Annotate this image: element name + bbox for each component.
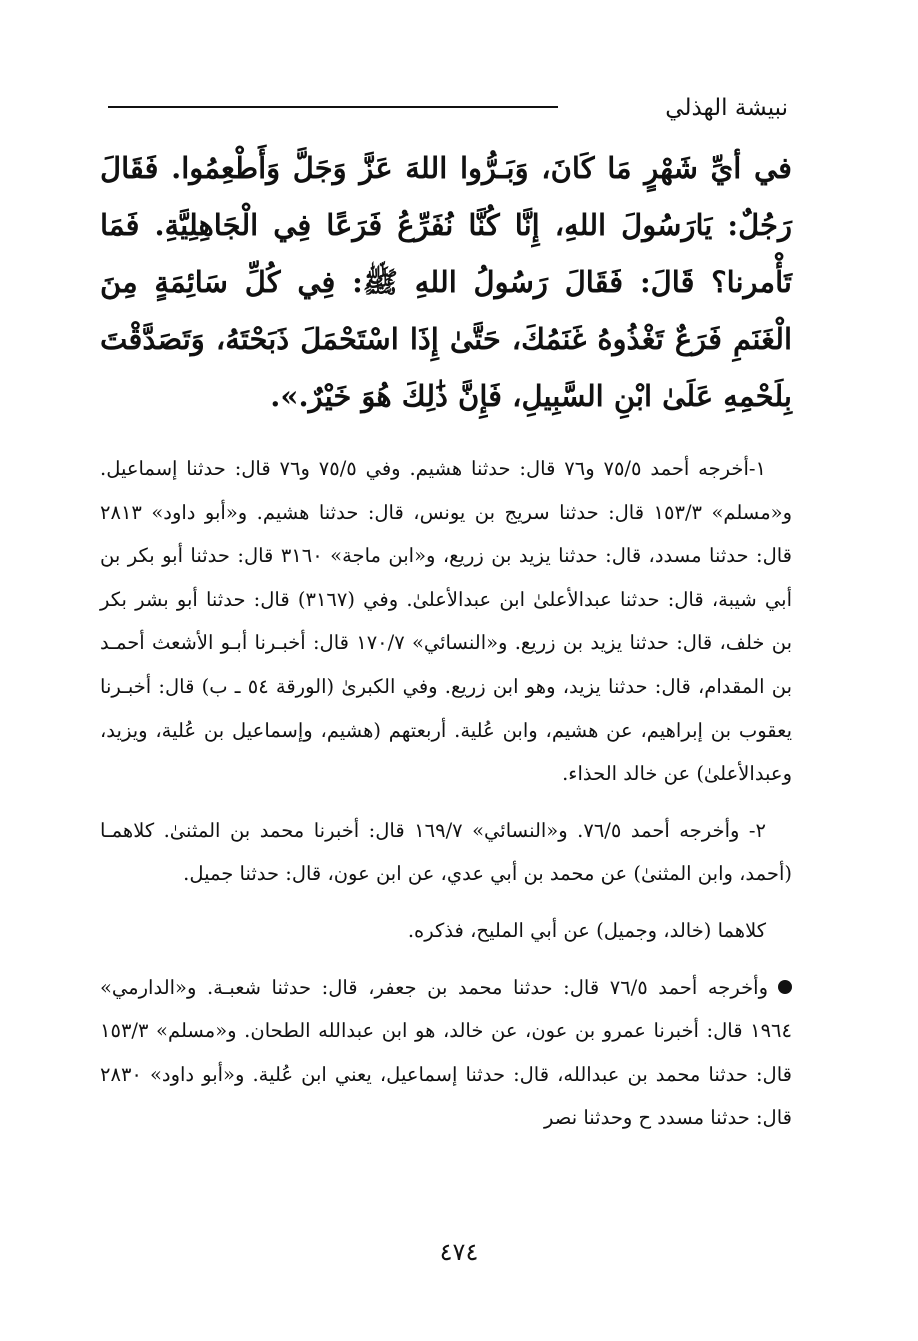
- header-title: نبيشة الهذلي: [665, 95, 788, 121]
- footnote-4: [100, 966, 792, 1140]
- footnote-1: ١-أخرجه أحمد ٧٥/٥ و٧٦ قال: حدثنا هشيم. وفي ٧٥/٥ و٧٦ قال: حدثنا إسماعيل. و«مسلم» ١٥٣/٣ قال: حدثنا سريج بن يونس، قال: حدثنا هشيم. و«أبو داود» ٢٨١٣ قال: حدثنا مسدد، قال: حدثنا يزيد بن زريع، و«ابن ماجة» ٣١٦٠ قال: حدثنا أبو بكر بن أبي شيبة، قال: حدثنا عبدالأعلىٰ ابن عبدالأعلىٰ. وفي (٣١٦٧) قال: حدثنا أبو بشر بكر بن خلف، قال: حدثنا يزيد بن زريع. و«النسائي» ١٧٠/٧ قال: أخبـرنا أبـو الأشعث أحمـد بن المقدام، قال: حدثنا يزيد، وهو ابن زريع. وفي الكبرىٰ (الورقة ٥٤ ـ ب) قال: أخبـرنا يعقوب بن إبراهيم، عن هشيم، وابن عُلية. أربعتهم (هشيم، وإسماعيل بن عُلية، ويزيد، وعبدالأعلىٰ) عن خالد الحذاء.: [100, 457, 793, 786]
- footnotes: [100, 447, 792, 1153]
- header-rule: [108, 106, 558, 108]
- footnote-4-text: وأخرجه أحمد ٧٦/٥ قال: حدثنا محمد بن جعفر، قال: حدثنا شعبـة. و«الدارمي» ١٩٦٤ قال: أخبرنا عمرو بن عون، عن خالد، هو ابن عبدالله الطحان. و«مسلم» ١٥٣/٣ قال: حدثنا محمد بن عبدالله، قال: حدثنا إسماعيل، يعني ابن عُلية. و«أبو داود» ٢٨٣٠ قال: حدثنا مسدد ح وحدثنا نصر: [100, 975, 792, 1130]
- hadith-text: في أيِّ شَهْرٍ مَا كَانَ، وَبَـرُّوا اللهَ عَزَّ وَجَلَّ وَأَطْعِمُوا. فَقَالَ رَجُلٌ: يَارَسُولَ اللهِ، إِنَّا كُنَّا نُفَرِّعُ فَرَعًا فِي الْجَاهِلِيَّةِ. فَمَا تَأْمرنا؟ قَالَ: فَقَالَ رَسُولُ اللهِ ﷺ: فِي كُلِّ سَائِمَةٍ مِنَ الْغَنَمِ فَرَعٌ تَغْذُوهُ غَنَمُكَ، حَتَّىٰ إِذَا اسْتَحْمَلَ ذَبَحْتَهُ، وَتَصَدَّقْتَ بِلَحْمِهِ عَلَىٰ ابْنِ السَّبِيلِ، فَإِنَّ ذَٰلِكَ هُوَ خَيْرٌ.».: [100, 151, 792, 413]
- footnote-3: كلاهما (خالد، وجميل) عن أبي المليح، فذكره.: [407, 918, 766, 942]
- page-number: ٤٧٤: [439, 1238, 479, 1266]
- bullet-icon: [778, 980, 792, 994]
- running-header: [108, 92, 788, 132]
- footnote-2: ٢- وأخرجه أحمد ٧٦/٥. و«النسائي» ١٦٩/٧ قال: أخبرنا محمد بن المثنىٰ. كلاهمـا (أحمد، وابن المثنىٰ) عن محمد بن أبي عدي، عن ابن عون، قال: حدثنا جميل.: [100, 818, 792, 886]
